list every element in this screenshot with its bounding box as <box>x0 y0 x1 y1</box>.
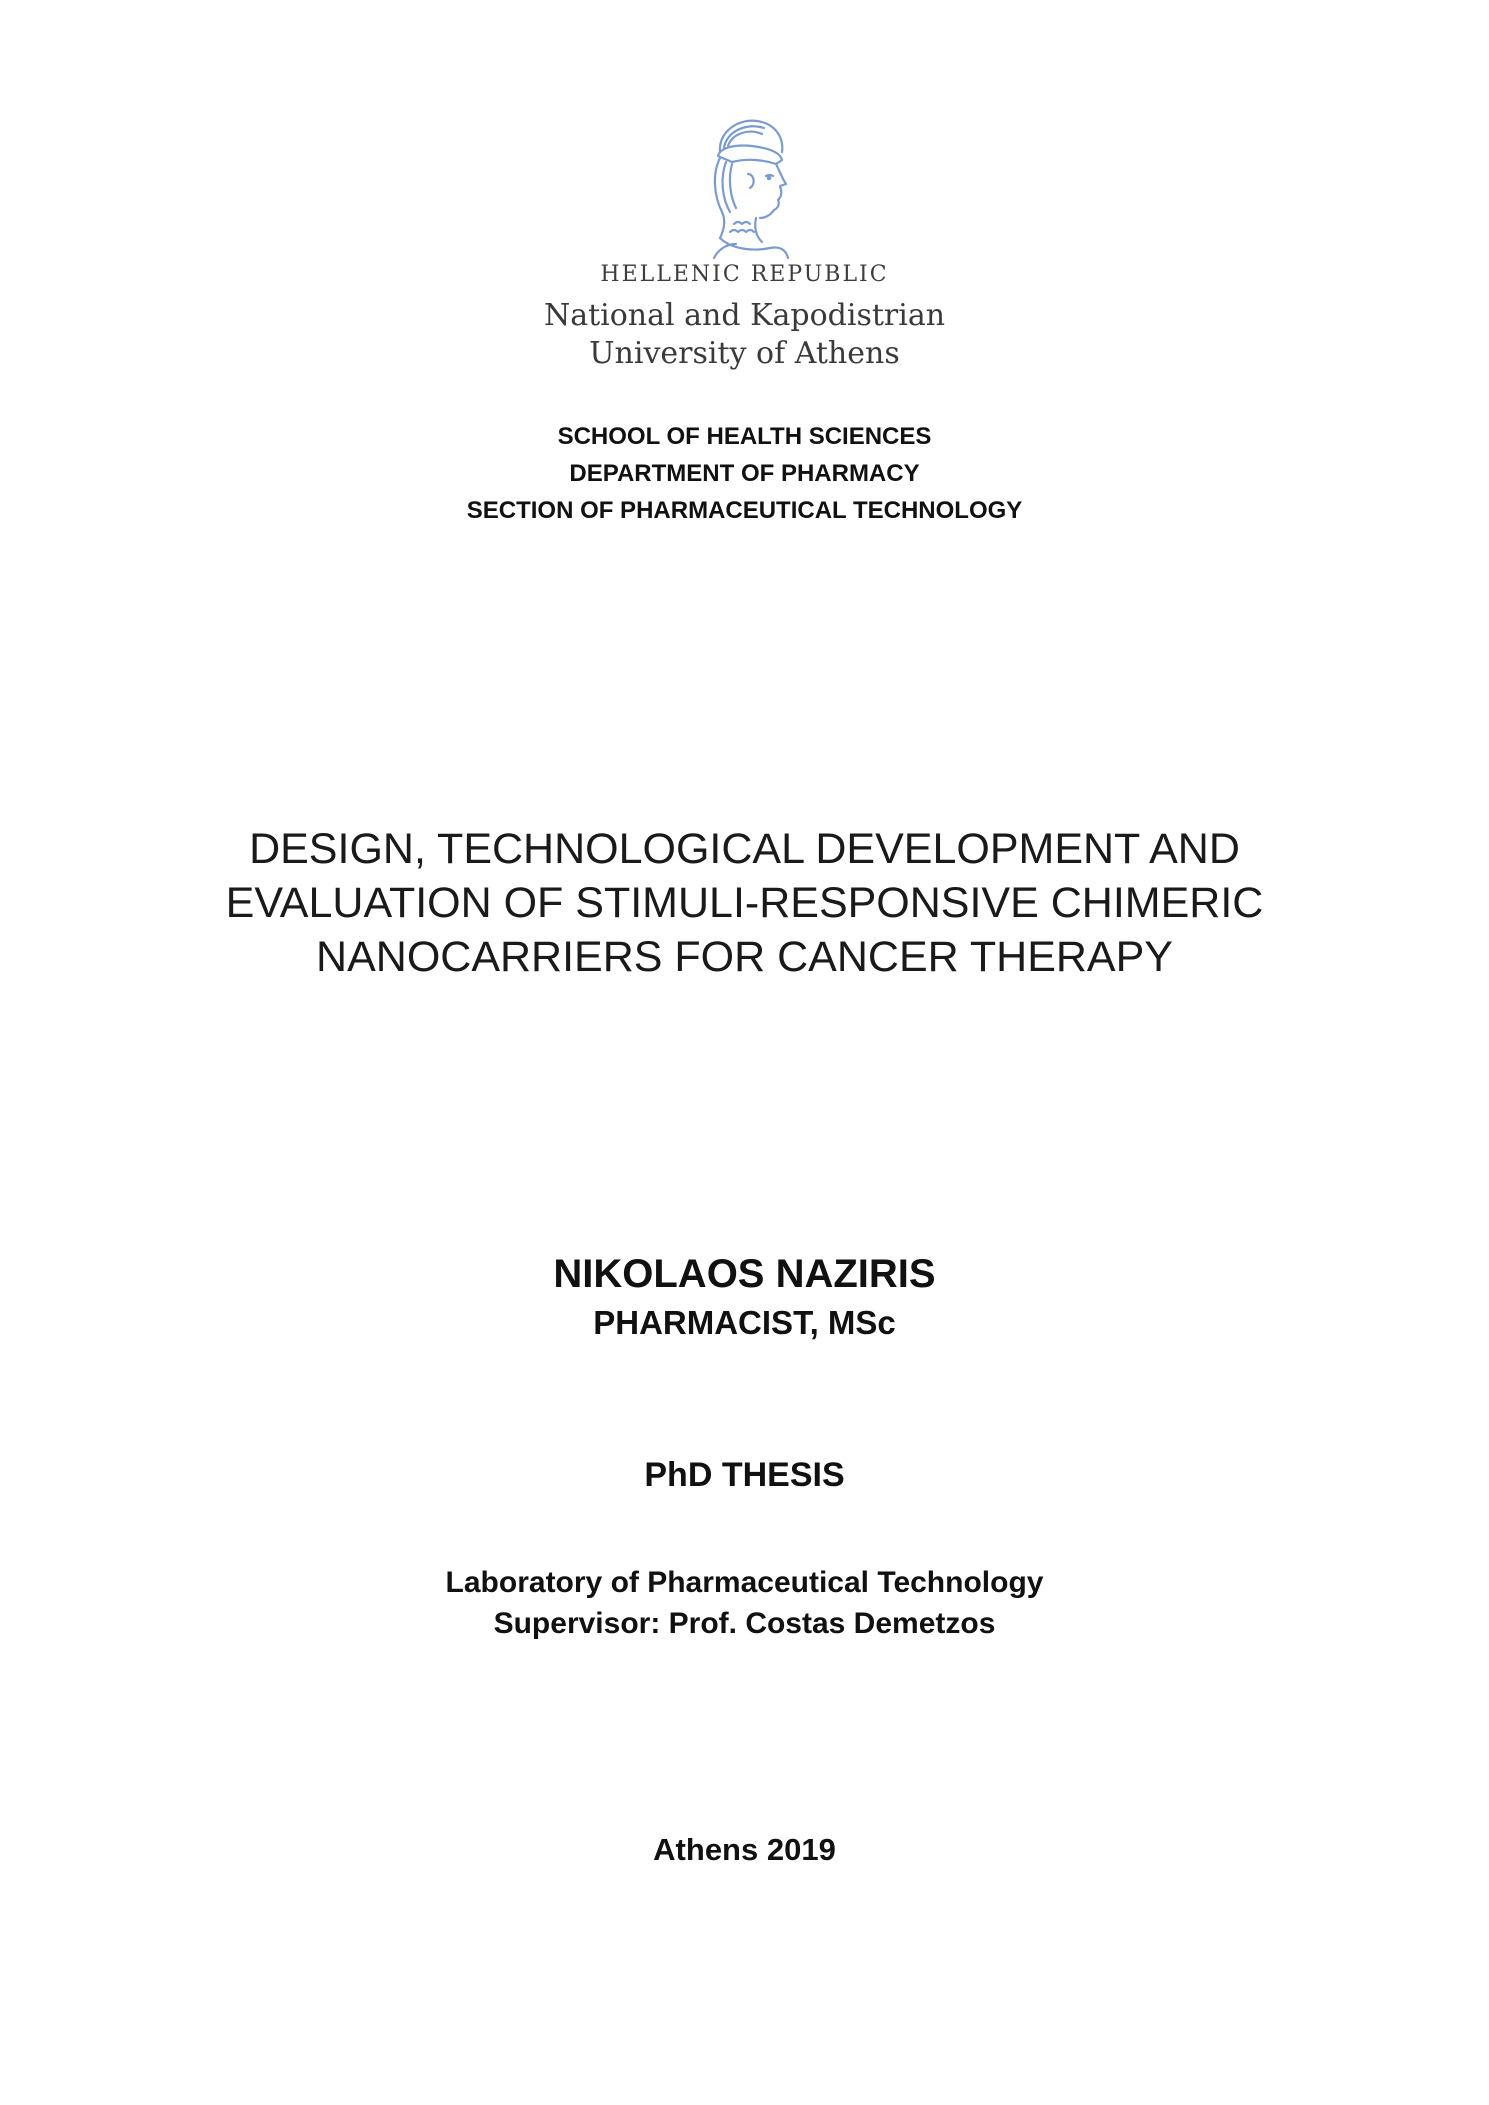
section-name: SECTION OF PHARMACEUTICAL TECHNOLOGY <box>466 497 1023 524</box>
supervisor-name: Supervisor: Prof. Costas Demetzos <box>493 1607 996 1640</box>
affiliation-block <box>0 418 1489 529</box>
laboratory-block <box>0 1562 1489 1644</box>
thesis-title-line3: NANOCARRIERS FOR CANCER THERAPY <box>316 933 1173 981</box>
university-name-line1: National and Kapodistrian <box>543 298 946 333</box>
athena-head-seal-icon <box>690 112 800 262</box>
university-name-line2: University of Athens <box>589 336 900 371</box>
republic-heading: HELLENIC REPUBLIC <box>600 262 889 287</box>
laboratory-name: Laboratory of Pharmaceutical Technology <box>445 1566 1044 1599</box>
place-and-year: Athens 2019 <box>653 1832 836 1867</box>
author-degree: PHARMACIST, MSc <box>593 1304 896 1341</box>
school-name: SCHOOL OF HEALTH SCIENCES <box>557 423 932 450</box>
thesis-title-line2: EVALUATION OF STIMULI-RESPONSIVE CHIMERIC <box>225 879 1264 927</box>
department-name: DEPARTMENT OF PHARMACY <box>569 460 920 487</box>
thesis-title <box>0 822 1489 984</box>
author-name: NIKOLAOS NAZIRIS <box>553 1252 936 1296</box>
document-type: PhD THESIS <box>644 1456 845 1494</box>
thesis-title-line1: DESIGN, TECHNOLOGICAL DEVELOPMENT AND <box>249 825 1240 873</box>
